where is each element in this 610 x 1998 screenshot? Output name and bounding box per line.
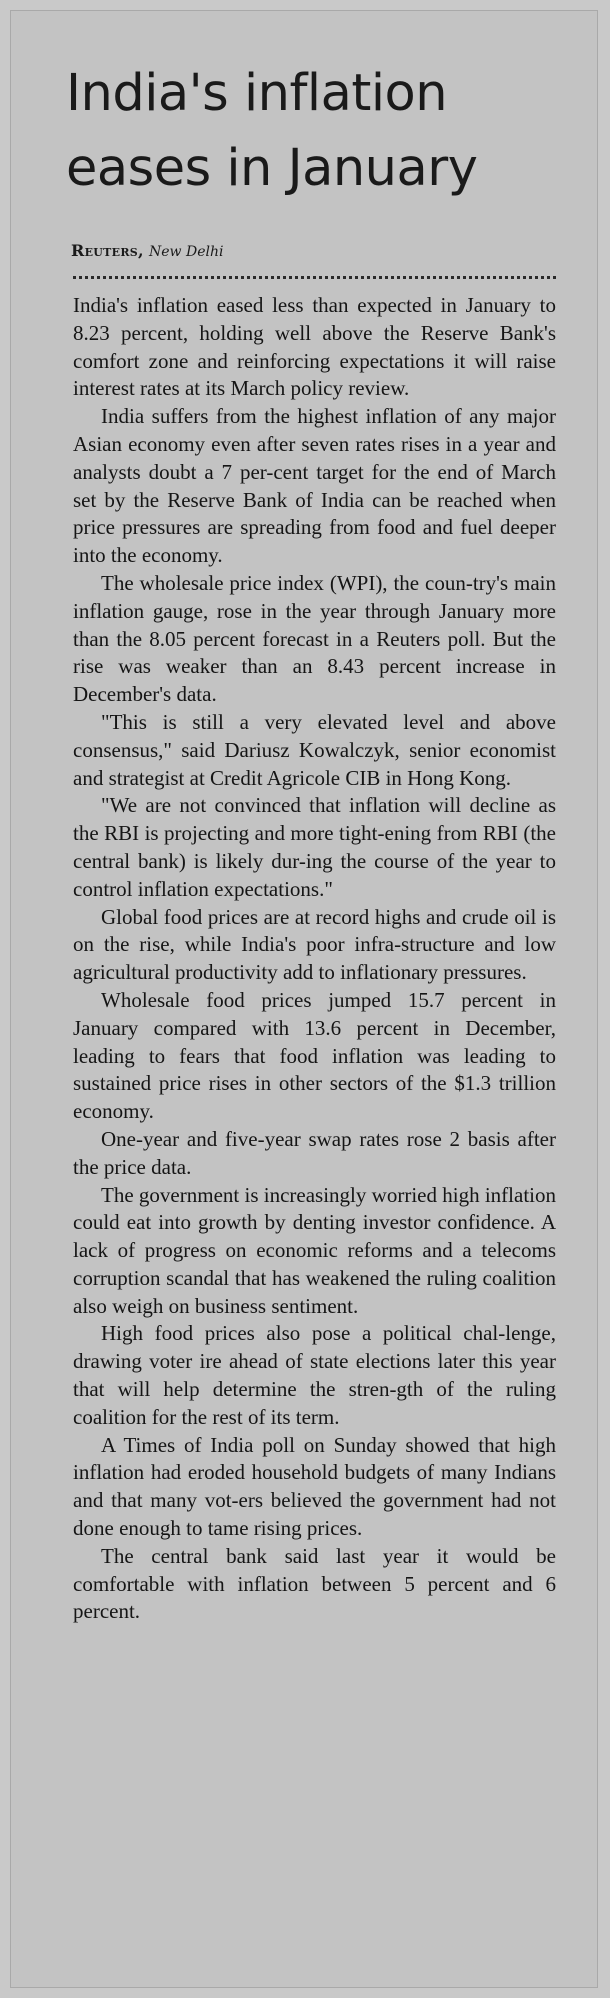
headline-line-1: India's inflation (66, 64, 448, 123)
headline (66, 56, 586, 206)
article-paragraph-8: One-year and five-year swap rates rose 2 basis after the price data. (73, 1126, 556, 1179)
article-paragraph-11: A Times of India poll on Sunday showed that high inflation had eroded household budgets of many Indians and that many vot-ers believed the government had not done enough to tame rising prices. (73, 1432, 556, 1541)
article-paragraph-9: The government is increasingly worried high inflation could eat into growth by denting investor confidence. A lack of progress on economic reforms and a telecoms corruption scandal that has weakened the ruling coalition also weigh on business sentiment. (73, 1182, 556, 1318)
article-paragraph-4: "This is still a very elevated level and above consensus," said Dariusz Kowalczyk, senior economist and strategist at Credit Agricole CIB in Hong Kong. (73, 709, 556, 790)
article-paragraph-2: India suffers from the highest inflation of any major Asian economy even after seven rates rises in a year and analysts doubt a 7 per-cent target for the end of March set by the Reserve Bank of India can be reached when price pressures are spreading from food and fuel deeper into the economy. (73, 404, 556, 568)
article-paragraph-7: Wholesale food prices jumped 15.7 percent in January compared with 13.6 percent in December, leading to fears that food inflation was leading to sustained price rises in other sectors of the $1.3 trillion economy. (73, 987, 556, 1124)
article-paragraph-1: India's inflation eased less than expected in January to 8.23 percent, holding well above the Reserve Bank's comfort zone and reinforcing expectations it will raise interest rates at its March policy review. (73, 293, 556, 401)
article-paragraph-5: "We are not convinced that inflation will decline as the RBI is projecting and more tight-ening from RBI (the central bank) is likely dur-ing the course of the year to control inflation expectations." (73, 793, 556, 901)
headline-line-2: eases in January (66, 139, 478, 198)
newspaper-clipping (10, 10, 598, 1988)
article-paragraph-6: Global food prices are at record highs and crude oil is on the rise, while India's poor infra-structure and low agricultural productivity add to inflationary pressures. (73, 904, 556, 985)
byline (71, 241, 223, 260)
byline-agency: Reuters, (71, 241, 144, 260)
byline-dateline: New Delhi (149, 244, 224, 260)
article-paragraph-3: The wholesale price index (WPI), the coun-try's main inflation gauge, rose in the year through January more than the 8.05 percent forecast in a Reuters poll. But the rise was weaker than an 8.43 percent increase in December's data. (73, 570, 556, 707)
article-paragraph-10: High food prices also pose a political chal-lenge, drawing voter ire ahead of state elections later this year that will help determine the stren-gth of the ruling coalition for the rest of its term. (73, 1321, 556, 1429)
article-body (73, 292, 556, 1626)
article-paragraph-12: The central bank said last year it would be comfortable with inflation between 5 percent and 6 percent. (73, 1543, 556, 1624)
dotted-divider (73, 276, 556, 279)
